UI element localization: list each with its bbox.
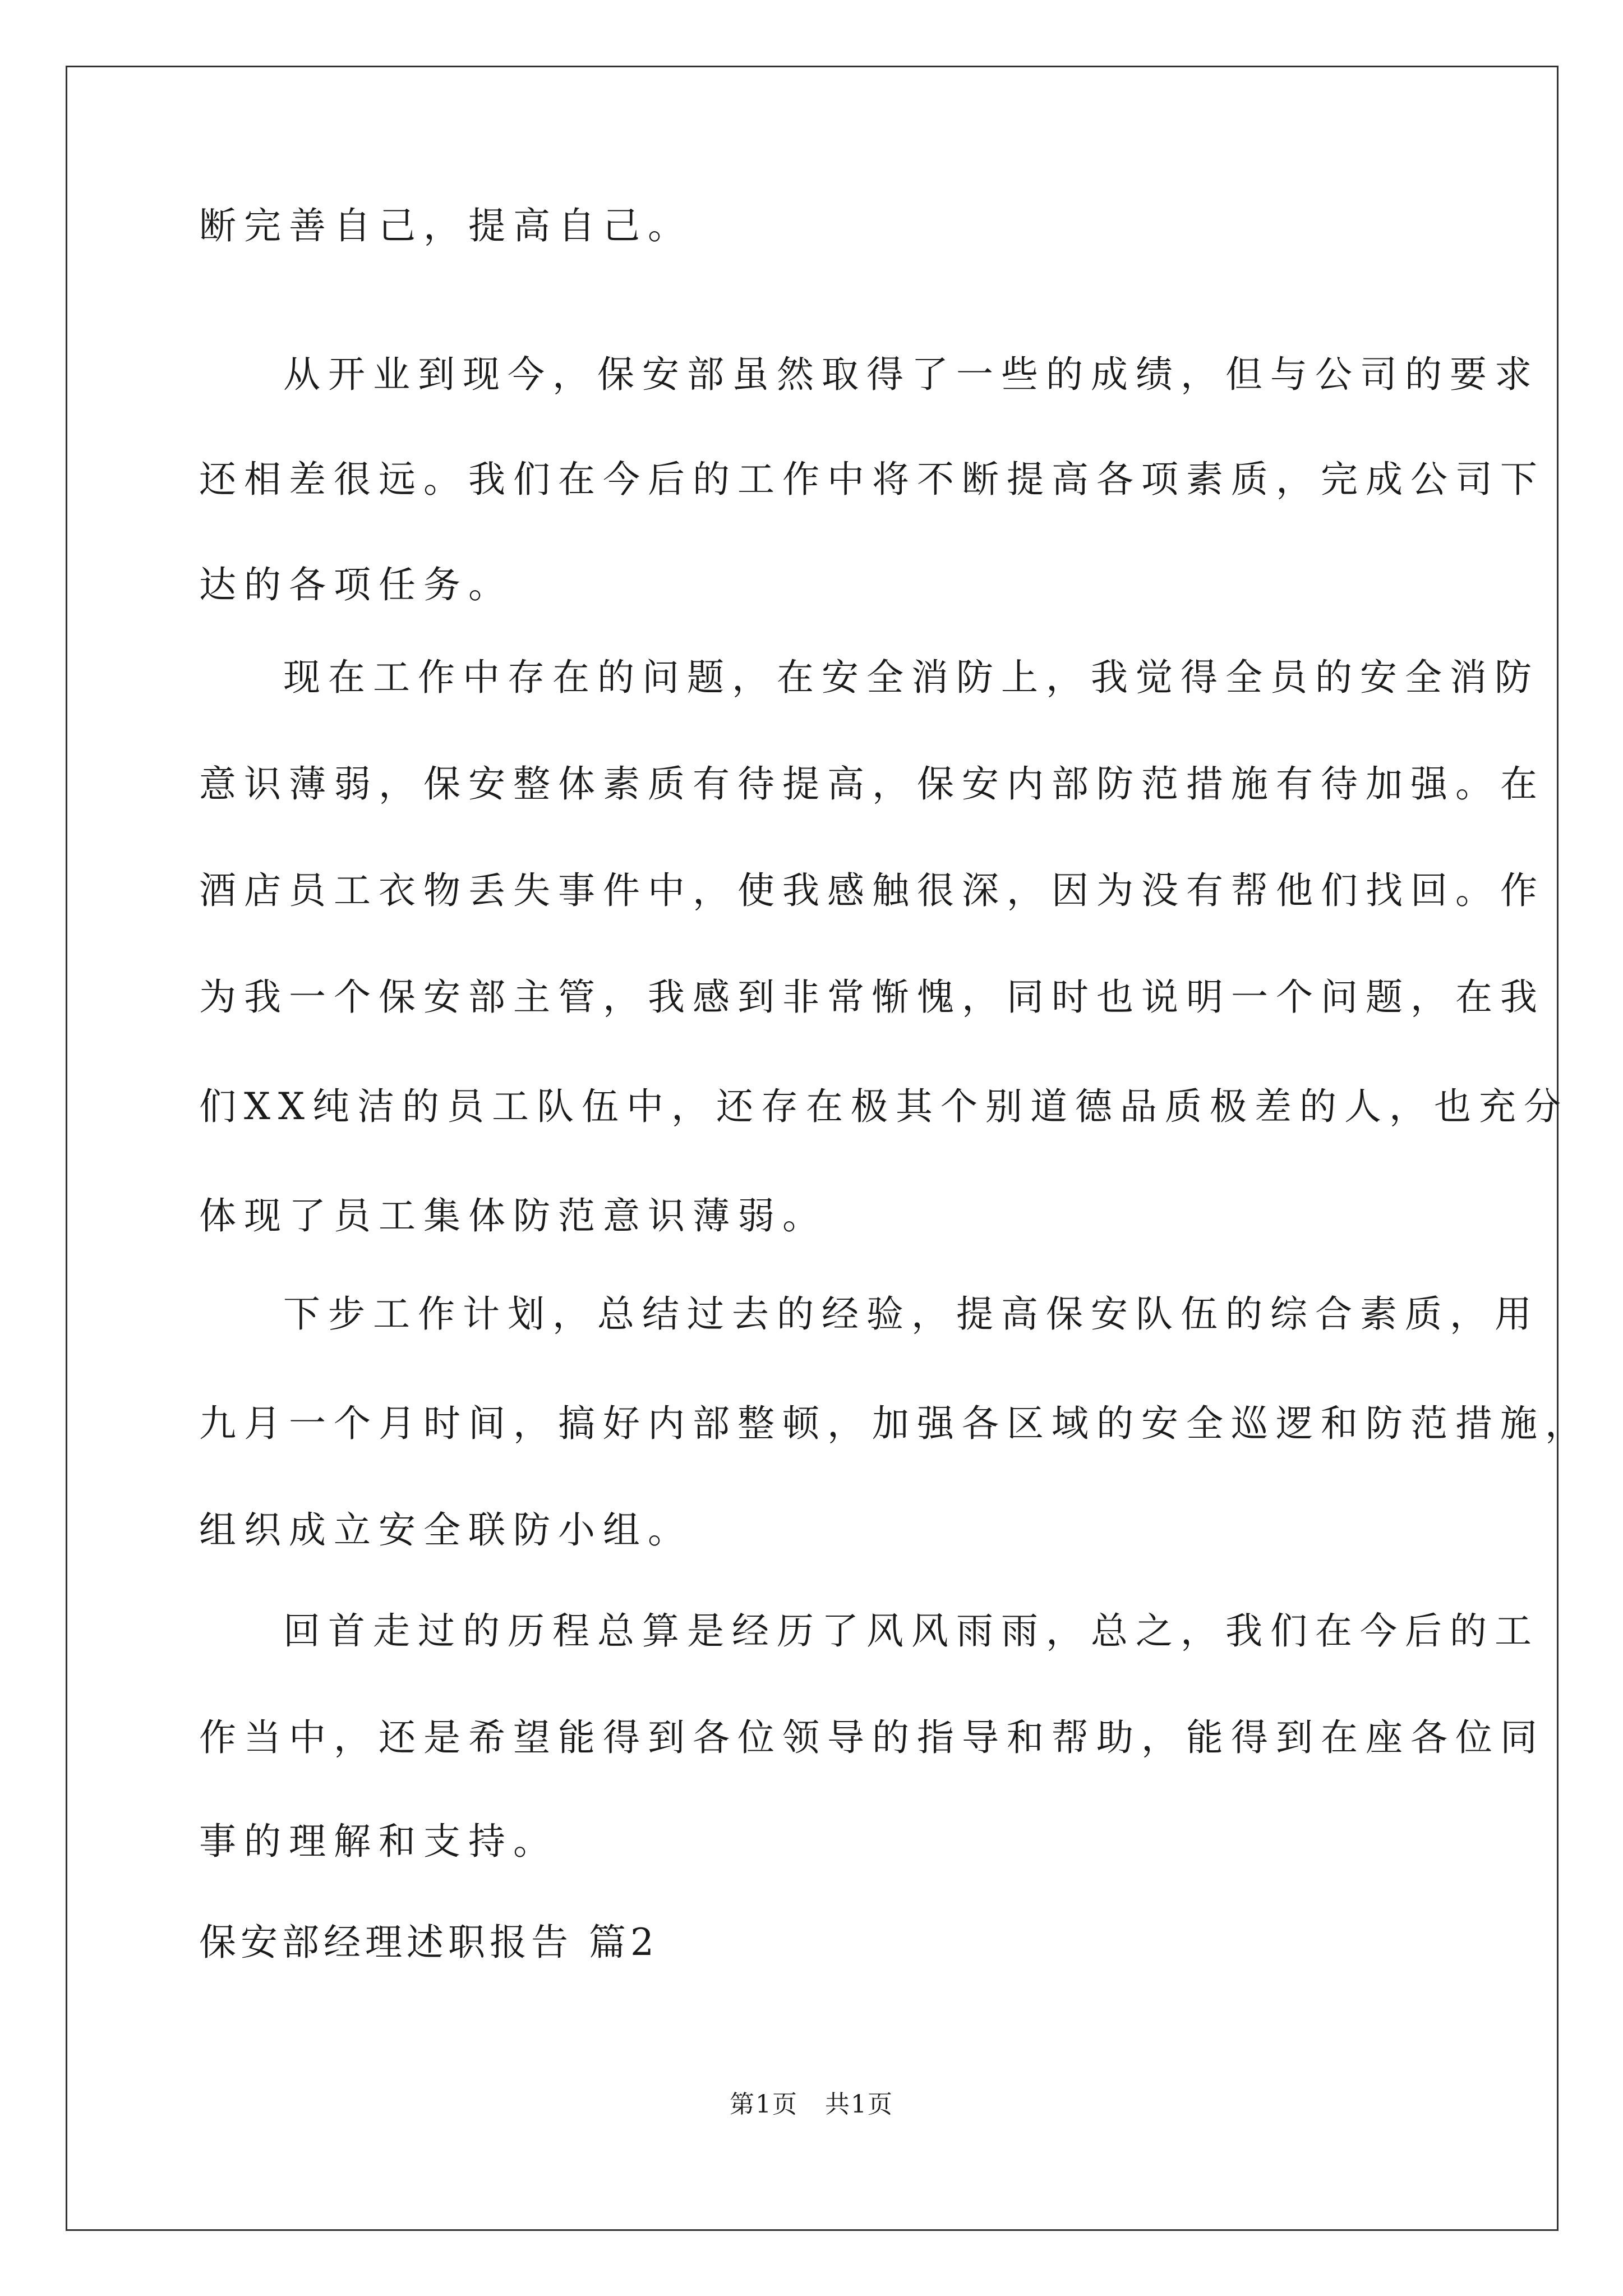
paragraph-line: 体现了员工集体防范意识薄弱。 xyxy=(199,1194,827,1237)
paragraph-line: 事的理解和支持。 xyxy=(199,1820,558,1863)
paragraph-line: 下步工作计划，总结过去的经验，提高保安队伍的综合素质，用 xyxy=(283,1292,1539,1336)
paragraph-line: 还相差很远。我们在今后的工作中将不断提高各项素质，完成公司下 xyxy=(199,458,1545,501)
paragraph-line: 达的各项任务。 xyxy=(199,563,513,606)
paragraph-line: 九月一个月时间，搞好内部整顿，加强各区域的安全巡逻和防范措施， xyxy=(199,1402,1590,1445)
paragraph-line: 现在工作中存在的问题，在安全消防上，我觉得全员的安全消防 xyxy=(283,656,1539,699)
section-heading: 保安部经理述职报告 篇2 xyxy=(199,1921,658,1964)
paragraph-line: 为我一个保安部主管，我感到非常惭愧，同时也说明一个问题，在我 xyxy=(199,976,1545,1019)
paragraph-line: 酒店员工衣物丢失事件中，使我感触很深，因为没有帮他们找回。作 xyxy=(199,869,1545,912)
paragraph-line: 作当中，还是希望能得到各位领导的指导和帮助，能得到在座各位同 xyxy=(199,1716,1545,1759)
paragraph-line: 组织成立安全联防小组。 xyxy=(199,1508,693,1552)
paragraph-line: 意识薄弱，保安整体素质有待提高，保安内部防范措施有待加强。在 xyxy=(199,762,1545,806)
paragraph-line: 断完善自己，提高自己。 xyxy=(199,204,693,247)
paragraph-line: 们XX纯洁的员工队伍中，还存在极其个别道德品质极差的人，也充分 xyxy=(199,1085,1569,1128)
paragraph-line: 从开业到现今，保安部虽然取得了一些的成绩，但与公司的要求 xyxy=(283,353,1539,396)
page-footer: 第1页 共1页 xyxy=(730,2090,893,2119)
paragraph-line: 回首走过的历程总算是经历了风风雨雨，总之，我们在今后的工 xyxy=(283,1609,1539,1653)
